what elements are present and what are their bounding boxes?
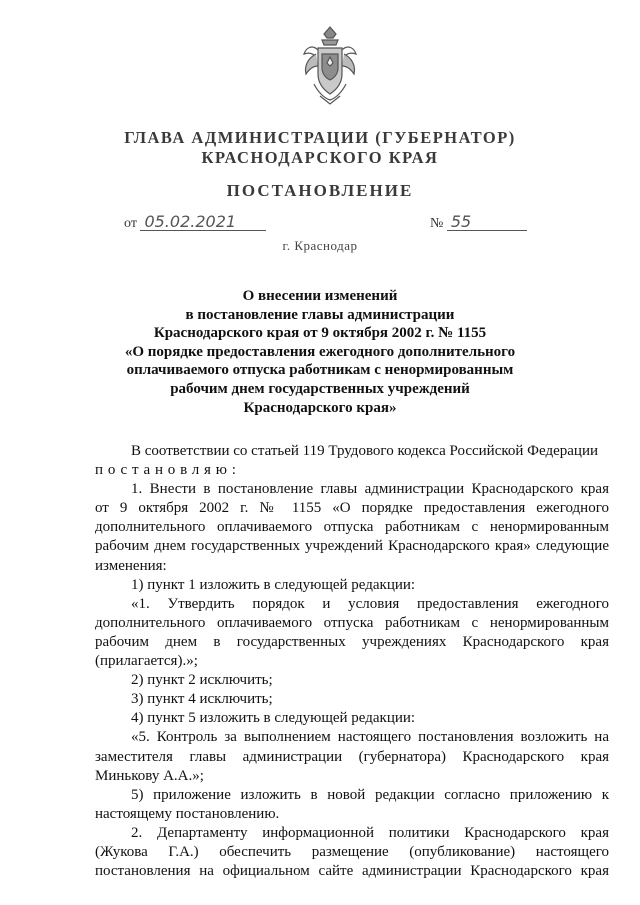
body-line: 1. Внести в постановление главы администрации Краснодарского края: [131, 481, 609, 498]
document-number: [430, 214, 527, 232]
document-title: [100, 287, 540, 417]
body-line: Минькову А.А.»;: [95, 767, 204, 784]
body-line: 3) пункт 4 исключить;: [131, 691, 273, 708]
coat-of-arms-emblem: [300, 24, 360, 108]
city-name: г. Краснодар: [282, 238, 358, 253]
body-line: изменения:: [95, 557, 167, 574]
date-value: 05.02.2021: [140, 214, 266, 231]
document-type: ПОСТАНОВЛЕНИЕ: [226, 181, 414, 200]
body-line: 4) пункт 5 изложить в следующей редакции:: [131, 710, 416, 727]
body-line: (прилагается).»;: [95, 653, 198, 670]
body-line: заместителя главы администрации (губернатора) Краснодарского края: [95, 748, 609, 765]
document-date: [124, 214, 266, 232]
title-line: «О порядке предоставления ежегодного дополнительного: [124, 343, 516, 360]
document-body: [95, 442, 609, 881]
body-line: 2) пункт 2 исключить;: [131, 672, 273, 689]
body-line: дополнительного оплачиваемого отпуска работникам с ненормированным: [95, 614, 609, 631]
body-line: В соответствии со статьей 119 Трудового кодекса Российской Федерации: [131, 443, 599, 459]
title-line: в постановление главы администрации: [185, 306, 455, 323]
body-line: постановляю:: [95, 462, 241, 479]
body-line: (Жукова Г.А.) обеспечить размещение (опубликование) настоящего: [95, 843, 609, 860]
body-line: «5. Контроль за выполнением настоящего постановления возложить на: [131, 729, 609, 746]
organization-name-line2: КРАСНОДАРСКОГО КРАЯ: [201, 148, 439, 167]
body-line: рабочим днем в государственных учреждениях Краснодарского края: [95, 633, 609, 650]
title-line: оплачиваемого отпуска работникам с ненормированным: [126, 362, 514, 379]
number-label: №: [430, 216, 444, 231]
organization-name-line1: ГЛАВА АДМИНИСТРАЦИИ (ГУБЕРНАТОР): [124, 128, 516, 147]
body-line: постановления на официальном сайте администрации Краснодарского края: [95, 863, 609, 880]
title-line: Краснодарского края»: [243, 399, 397, 416]
body-line: рабочим днем государственных учреждений Краснодарского края» следующие: [95, 538, 609, 555]
body-line: дополнительного оплачиваемого отпуска работникам с ненормированным: [95, 519, 609, 536]
title-line: О внесении изменений: [242, 288, 398, 304]
body-line: «1. Утвердить порядок и условия предоставления ежегодного: [131, 595, 609, 612]
date-label: от: [124, 216, 137, 231]
title-line: рабочим днем государственных учреждений: [170, 380, 470, 397]
body-line: 5) приложение изложить в новой редакции согласно приложению к: [131, 786, 609, 803]
number-value: 55: [447, 214, 527, 231]
body-line: от 9 октября 2002 г. № 1155 «О порядке предоставления ежегодного: [95, 500, 609, 517]
body-line: 2. Департаменту информационной политики Краснодарского края: [131, 824, 609, 841]
body-line: 1) пункт 1 изложить в следующей редакции:: [131, 576, 416, 593]
title-line: Краснодарского края от 9 октября 2002 г. № 1155: [153, 325, 487, 342]
body-line: настоящему постановлению.: [95, 805, 280, 822]
